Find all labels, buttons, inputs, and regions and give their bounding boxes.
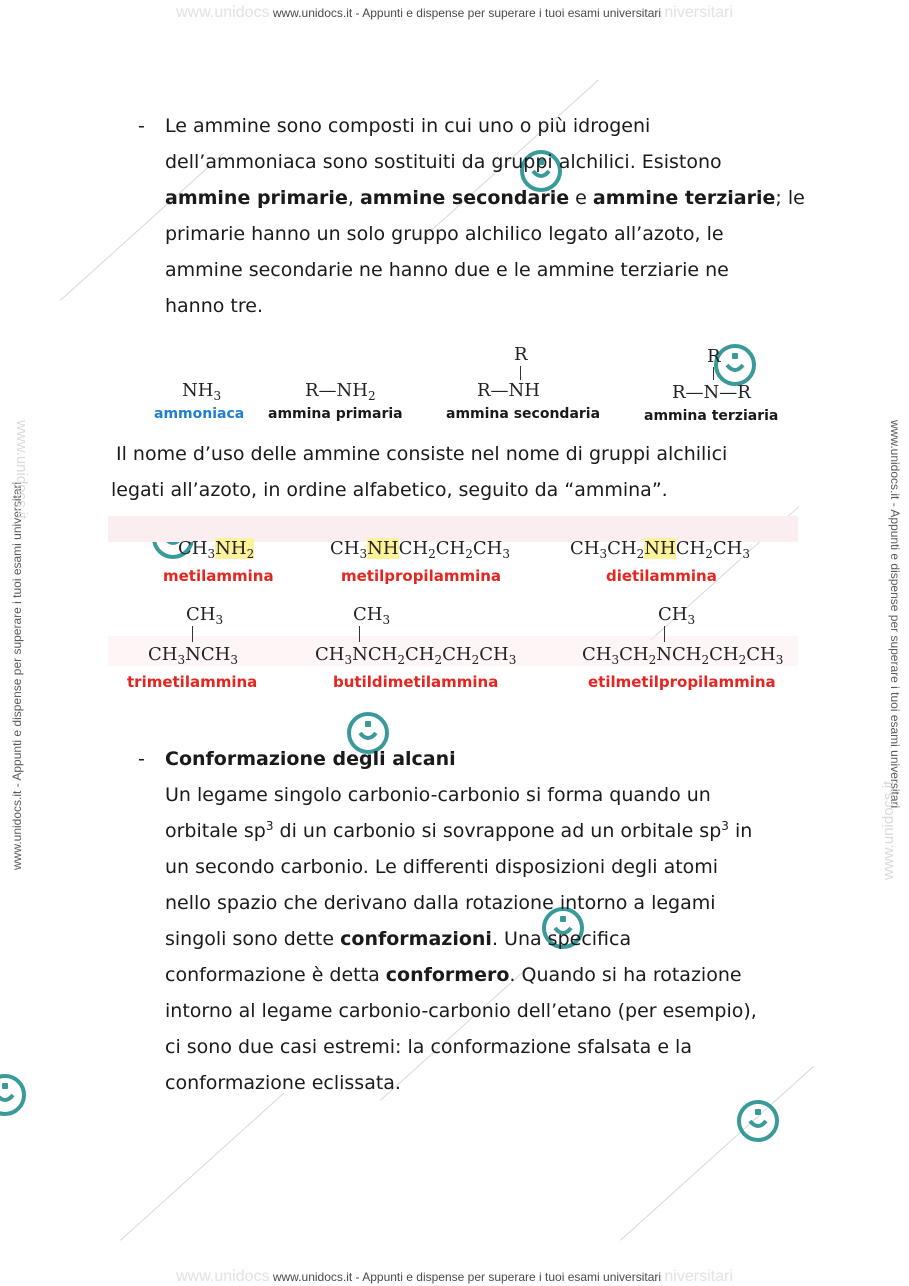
formula-text: CH	[619, 644, 649, 665]
paragraph-line: intorno al legame carbonio-carbonio dell’etano (per esempio),	[165, 1000, 757, 1022]
label-primary-amine: ammina primaria	[268, 406, 403, 422]
formula-text: CH	[353, 604, 383, 625]
label-ammonia: ammoniaca	[154, 406, 245, 422]
watermark-left-ghost: www.unidocs.it	[13, 420, 30, 520]
paragraph-line	[165, 813, 815, 849]
formula-subscript: 2	[397, 653, 405, 667]
formula-text: CH	[148, 644, 178, 665]
formula-ammonia	[182, 380, 221, 401]
watermark-tagline: Appunti e dispense per superare i tuoi esami universitari	[362, 6, 662, 20]
watermark-site-link[interactable]: www.unidocs.it	[272, 6, 353, 20]
paragraph-line: Un legame singolo carbonio-carbonio si forma quando un	[165, 784, 711, 806]
bullet-dash: -	[138, 748, 145, 770]
watermark-ghost-prefix: www.unidocs	[176, 1268, 270, 1285]
formula-subscript: 2	[701, 653, 710, 667]
text-fragment: ,	[347, 187, 360, 209]
formula-subscript: 3	[213, 389, 222, 403]
text-fragment: ; le	[775, 187, 805, 209]
paragraph-line: primarie hanno un solo gruppo alchilico legato all’azoto, le	[165, 223, 724, 245]
unidocs-logo-icon	[735, 1098, 781, 1144]
formula-text: CH	[405, 644, 435, 665]
formula-text: N	[656, 644, 672, 665]
formula-text: CH	[746, 644, 776, 665]
watermark-left: www.unidocs.it - Appunti e dispense per superare i tuoi esami universitari	[10, 481, 24, 870]
name-trimethylamine: trimetilammina	[127, 673, 258, 691]
common-name-paragraph	[111, 436, 811, 508]
name-butyldimethylamine: butildimetilammina	[333, 673, 499, 691]
bond-line	[192, 626, 193, 642]
formula-text: CH	[367, 644, 398, 665]
label-secondary-amine: ammina secondaria	[446, 406, 601, 422]
text-fragment: in	[728, 820, 753, 842]
formula-text: CH	[435, 538, 466, 559]
paragraph-line: hanno tre.	[165, 295, 264, 317]
paragraph-line: legati all’azoto, in ordine alfabetico, seguito da “ammina”.	[111, 479, 668, 501]
formula-subscript: 3	[742, 547, 750, 561]
formula-subscript: 2	[434, 653, 443, 667]
paragraph-line	[165, 180, 815, 216]
superscript: 3	[721, 819, 729, 833]
name-methylpropylamine: metilpropilammina	[341, 567, 502, 585]
formula-text: CH	[315, 644, 345, 665]
name-diethylamine: dietilammina	[606, 567, 717, 585]
watermark-bottom	[0, 1268, 909, 1286]
formula-diethylamine	[570, 538, 750, 559]
bullet-dash: -	[138, 115, 145, 137]
paragraph-line: ci sono due casi estremi: la conformazione sfalsata e la	[165, 1036, 692, 1058]
watermark-site-link[interactable]: www.unidocs.it	[272, 1270, 353, 1284]
formula-text: CH	[178, 538, 208, 559]
formula-butyldimethylamine	[315, 644, 516, 665]
text-fragment: singoli sono dette	[165, 928, 341, 950]
formula-trimethylamine-top	[186, 604, 223, 625]
watermark-ghost-suffix: niversitari	[664, 4, 733, 21]
watermark-right-ghost: www.unidocs.it	[880, 780, 897, 880]
formula-text: CH	[200, 644, 231, 665]
formula-text: NH	[215, 538, 247, 559]
formula-tertiary-amine: R—N—R	[672, 382, 751, 403]
formula-text: CH	[607, 538, 637, 559]
text-fragment: conformazione è detta	[165, 964, 386, 986]
formula-subscript: 3	[502, 547, 510, 561]
formula-subscript: 2	[636, 547, 645, 561]
amine-definition-paragraph	[165, 108, 815, 324]
formula-subscript: 2	[471, 653, 480, 667]
paragraph-line: ammine secondarie ne hanno due e le ammine terziarie ne	[165, 259, 729, 281]
bond-line	[520, 366, 521, 380]
formula-text: N	[185, 644, 201, 665]
formula-primary-amine	[305, 380, 376, 401]
formula-text: CH	[472, 538, 503, 559]
formula-subscript: 2	[368, 389, 376, 403]
formula-butyldimethylamine-top	[353, 604, 390, 625]
formula-subscript: 3	[215, 613, 224, 627]
formula-text: CH	[330, 538, 360, 559]
formula-text: CH	[570, 538, 600, 559]
watermark-top	[0, 4, 909, 22]
formula-secondary-amine: R—NH	[477, 380, 540, 401]
formula-subscript: 3	[611, 653, 620, 667]
superscript: 3	[265, 819, 274, 833]
formula-text: R—NH	[305, 380, 368, 401]
formula-subscript: 3	[344, 653, 353, 667]
term-primary-amines: ammine primarie	[165, 187, 348, 209]
formula-text: CH	[582, 644, 612, 665]
text-fragment: di un carbonio si sovrappone ad un orbitale sp	[273, 820, 722, 842]
paragraph-line	[165, 921, 815, 957]
amine-group-highlight: NH	[644, 538, 676, 559]
paragraph-line: Le ammine sono composti in cui uno o più idrogeni	[165, 115, 651, 137]
formula-text: CH	[675, 538, 706, 559]
formula-secondary-top-r: R	[514, 344, 528, 365]
paragraph-line: Il nome d’uso delle ammine consiste nel nome di gruppi alchilici	[116, 443, 728, 465]
watermark-separator: -	[352, 6, 363, 20]
formula-text: CH	[398, 538, 429, 559]
formula-ethylmethylpropylamine-top	[658, 604, 695, 625]
text-fragment: . Quando si ha rotazione	[509, 964, 742, 986]
formula-subscript: 3	[775, 653, 784, 667]
term-conformations: conformazioni	[340, 928, 492, 950]
formula-text: CH	[479, 644, 509, 665]
bond-line	[664, 626, 665, 642]
term-conformer: conformero	[385, 964, 510, 986]
text-fragment: e	[569, 187, 593, 209]
formula-subscript: 2	[738, 653, 747, 667]
text-fragment: . Una specifica	[491, 928, 632, 950]
formula-text: CH	[709, 644, 739, 665]
formula-text: NH	[182, 380, 214, 401]
formula-text: CH	[672, 644, 702, 665]
section-heading	[165, 741, 815, 777]
formula-trimethylamine	[148, 644, 238, 665]
paragraph-line	[165, 957, 815, 993]
name-methylamine: metilammina	[163, 567, 274, 585]
label-tertiary-amine: ammina terziaria	[644, 408, 779, 424]
formula-text: CH	[658, 604, 688, 625]
watermark-separator: -	[352, 1270, 363, 1284]
amine-group-highlight: NH	[367, 538, 399, 559]
paragraph-line: dell’ammoniaca sono sostituiti da gruppi alchilici. Esistono	[165, 151, 722, 173]
formula-subscript: 3	[382, 613, 391, 627]
term-tertiary-amines: ammine terziarie	[592, 187, 776, 209]
formula-subscript: 3	[177, 653, 186, 667]
bond-line	[359, 626, 360, 642]
paragraph-line: un secondo carbonio. Le differenti disposizioni degli atomi	[165, 856, 719, 878]
amine-group-highlight	[215, 538, 254, 559]
text-fragment: orbitale sp	[165, 820, 266, 842]
watermark-right: www.unidocs.it - Appunti e dispense per superare i tuoi esami universitari	[888, 420, 902, 809]
watermark-ghost-prefix: www.unidocs	[176, 4, 270, 21]
formula-subscript: 3	[230, 653, 238, 667]
formula-subscript: 3	[687, 613, 696, 627]
formula-subscript: 3	[508, 653, 517, 667]
formula-text: N	[352, 644, 368, 665]
watermark-diagonal-line	[120, 1093, 284, 1241]
formula-methylamine	[178, 538, 254, 559]
formula-text: CH	[186, 604, 216, 625]
heading-text: Conformazione degli alcani	[165, 748, 456, 770]
watermark-ghost-suffix: niversitari	[664, 1268, 733, 1285]
formula-text: CH	[442, 644, 472, 665]
formula-subscript: 2	[648, 653, 657, 667]
formula-ethylmethylpropylamine	[582, 644, 783, 665]
bond-line	[713, 367, 714, 380]
formula-subscript: 2	[428, 547, 436, 561]
formula-subscript: 2	[705, 547, 713, 561]
formula-subscript: 3	[359, 547, 368, 561]
formula-methylpropylamine	[330, 538, 510, 559]
unidocs-logo-icon	[0, 1072, 28, 1118]
formula-subscript: 2	[465, 547, 473, 561]
conformation-paragraph	[165, 741, 815, 1101]
paragraph-line: conformazione eclissata.	[165, 1072, 401, 1094]
watermark-tagline: Appunti e dispense per superare i tuoi esami universitari	[362, 1270, 662, 1284]
formula-tertiary-top-r: R	[707, 346, 721, 367]
formula-subscript: 3	[599, 547, 608, 561]
formula-text: CH	[712, 538, 743, 559]
term-secondary-amines: ammine secondarie	[359, 187, 570, 209]
formula-subscript: 2	[246, 547, 255, 561]
name-ethylmethylpropylamine: etilmetilpropilammina	[588, 673, 776, 691]
formula-subscript: 3	[207, 547, 216, 561]
paragraph-line: nello spazio che derivano dalla rotazione intorno a legami	[165, 892, 716, 914]
